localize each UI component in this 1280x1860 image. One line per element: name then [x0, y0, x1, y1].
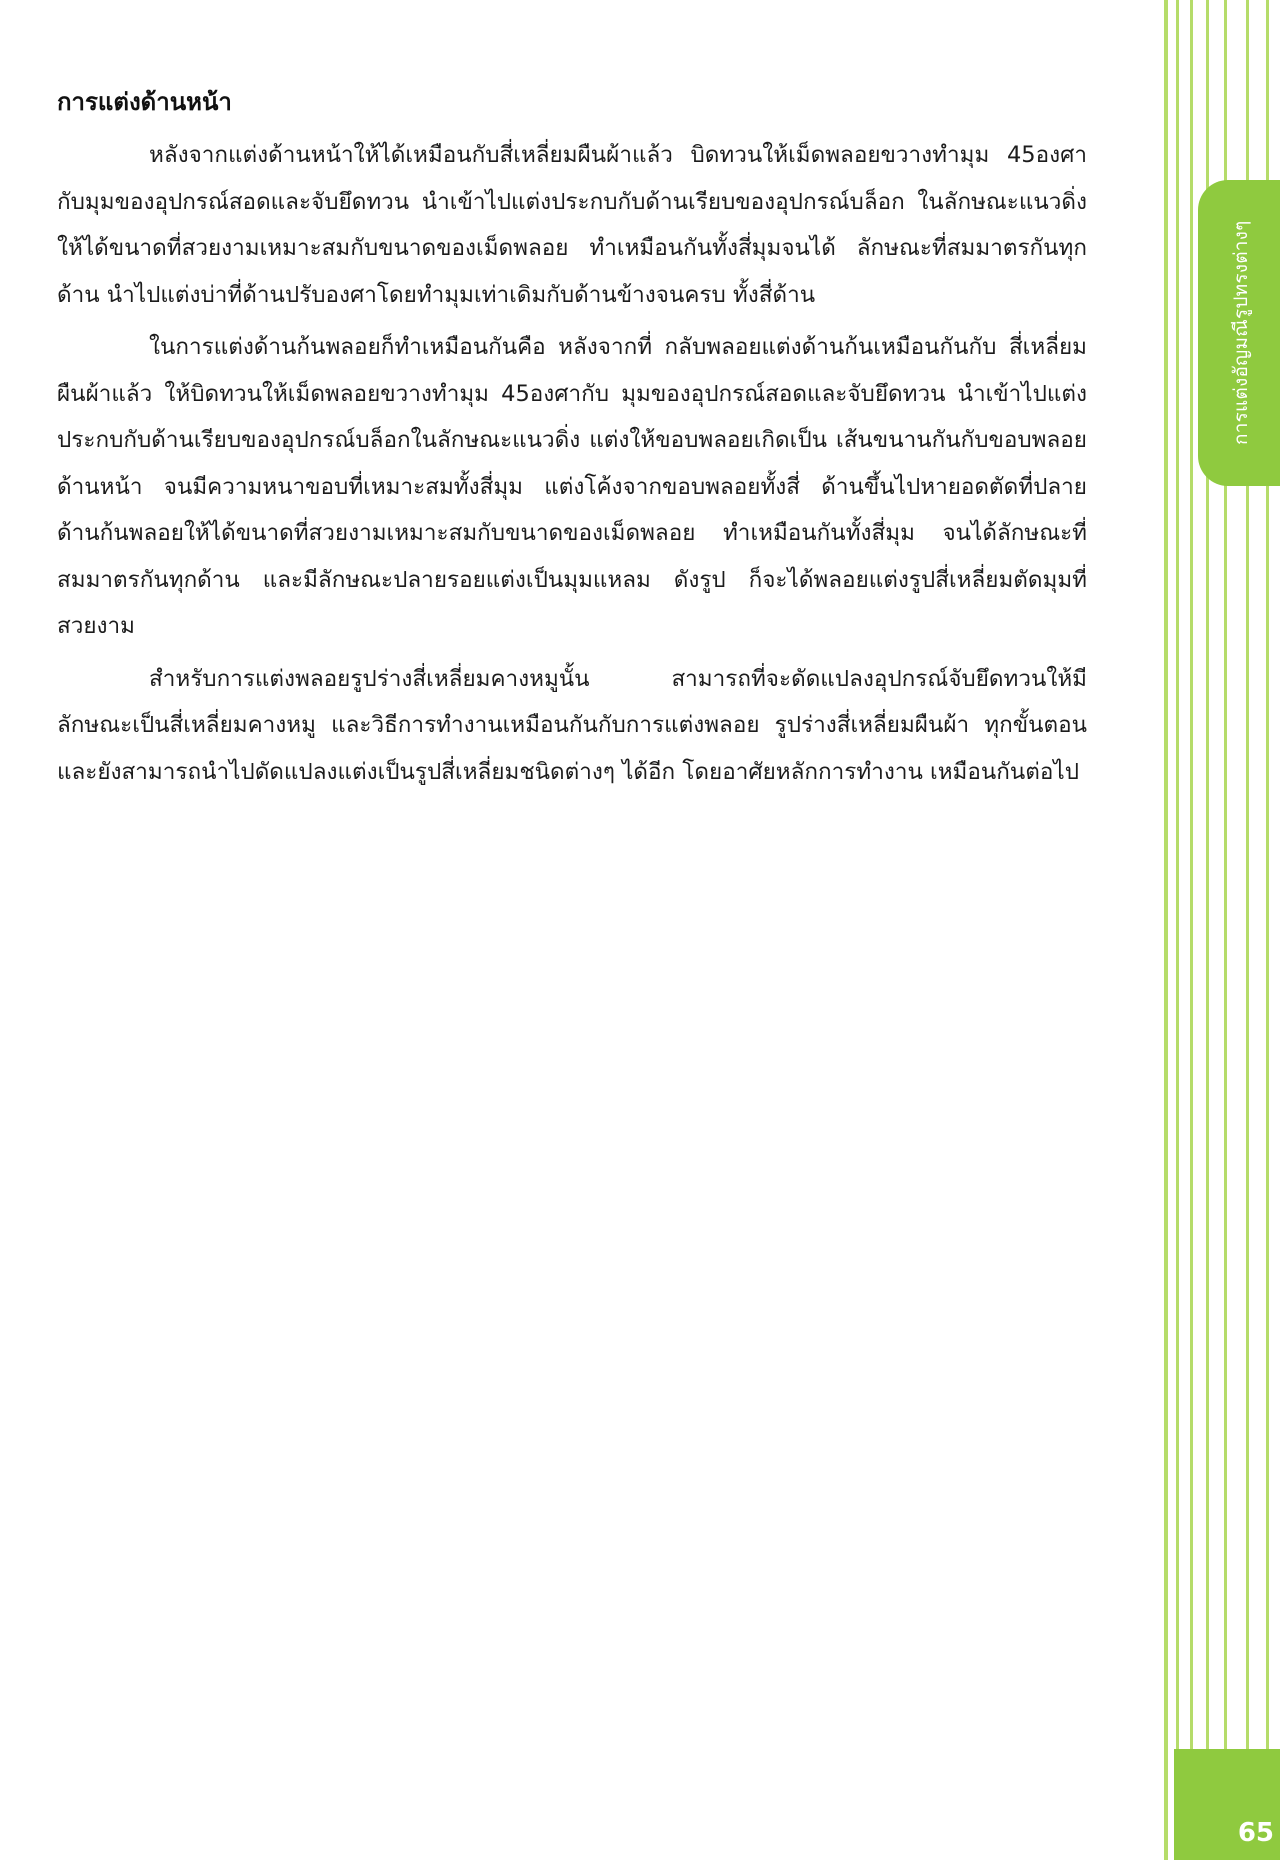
page-number-box — [1174, 1749, 1280, 1860]
margin-stripe-3 — [1190, 0, 1193, 1860]
section-title: การแต่งด้านหน้า — [57, 88, 232, 116]
margin-stripe-2 — [1176, 0, 1179, 1860]
margin-stripe-1 — [1164, 0, 1168, 1860]
chapter-tab-label: การแต่งอัญมณีรูปทรงต่างๆ — [1230, 220, 1252, 446]
paragraph-3: สำหรับการแต่งพลอยรูปร่างสี่เหลี่ยมคางหมูนั้น สามารถที่จะดัดแปลงอุปกรณ์จับยึดทวนให้มี ลักษณะเป็นสี่เหลี่ยมคางหมู และวิธีการทำงานเหมือนกันกับการแต่งพลอย รูปร่างสี่เหลี่ยมผืนผ้า ทุกขั้นตอน และยังสามารถนำไปดัดแปลงแต่งเป็นรูปสี่เหลี่ยมชนิดต่างๆ ได้อีก โดยอาศัยหลักการทำงาน เหมือนกันต่อไป — [57, 665, 1087, 785]
page-number: 65 — [1237, 1818, 1274, 1848]
paragraph-2: ในการแต่งด้านก้นพลอยก็ทำเหมือนกันคือ หลังจากที่ กลับพลอยแต่งด้านก้นเหมือนกันกับ สี่เหลี่ยมผืนผ้าแล้ว ให้บิดทวนให้เม็ดพลอยขวางทำมุม 45องศากับ มุมของอุปกรณ์สอดและจับยึดทวน นำเข้าไปแต่งประกบกับด้านเรียบของอุปกรณ์บล็อกในลักษณะแนวดิ่ง แต่งให้ขอบพลอยเกิดเป็น เส้นขนานกันกับขอบพลอยด้านหน้า จนมีความหนาขอบที่เหมาะสมทั้งสี่มุม แต่งโค้งจากขอบพลอยทั้งสี่ ด้านขึ้นไปหายอดตัดที่ปลายด้านก้นพลอยให้ได้ขนาดที่สวยงามเหมาะสมกับขนาดของเม็ดพลอย ทำเหมือนกันทั้งสี่มุม จนได้ลักษณะที่สมมาตรกันทุกด้าน และมีลักษณะปลายรอยแต่งเป็นมุมแหลม ดังรูป ก็จะได้พลอยแต่งรูปสี่เหลี่ยมตัดมุมที่สวยงาม — [57, 334, 1087, 639]
main-content — [57, 82, 1087, 801]
paragraph-1: หลังจากแต่งด้านหน้าให้ได้เหมือนกับสี่เหลี่ยมผืนผ้าแล้ว บิดทวนให้เม็ดพลอยขวางทำมุม 45องศากับมุมของอุปกรณ์สอดและจับยึดทวน นำเข้าไปแต่งประกบกับด้านเรียบของอุปกรณ์บล็อก ในลักษณะแนวดิ่ง ให้ได้ขนาดที่สวยงามเหมาะสมกับขนาดของเม็ดพลอย ทำเหมือนกันทั้งสี่มุมจนได้ ลักษณะที่สมมาตรกันทุกด้าน นำไปแต่งบ่าที่ด้านปรับองศาโดยทำมุมเท่าเดิมกับด้านข้างจนครบ ทั้งสี่ด้าน — [57, 142, 1087, 308]
